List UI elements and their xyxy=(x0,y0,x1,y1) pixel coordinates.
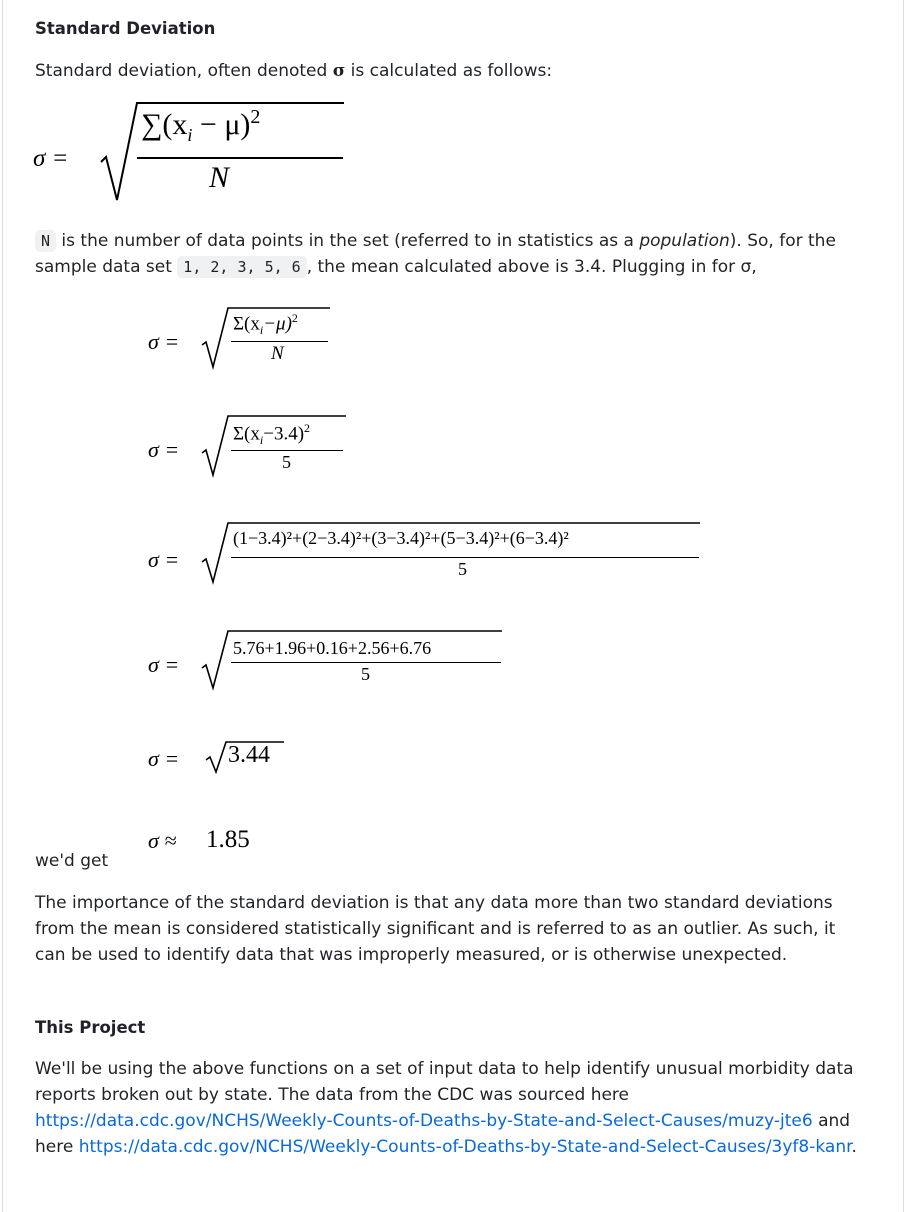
num-sum: ∑(x xyxy=(141,108,188,141)
step-5-lhs: σ = xyxy=(148,746,180,771)
step-3 xyxy=(148,520,708,590)
step-3-bar xyxy=(231,557,699,558)
wed-get-text: we'd get xyxy=(35,851,109,871)
step-2-bar xyxy=(231,450,343,451)
step-2-numerator xyxy=(233,421,310,448)
code-dataset: 1, 2, 3, 5, 6 xyxy=(177,256,306,278)
step-6-value: 1.85 xyxy=(206,826,250,853)
step-1-den: N xyxy=(271,343,284,364)
cdc-link-muzy-jte6[interactable]: https://data.cdc.gov/NCHS/Weekly-Counts-of-Deaths-by-State-and-Select-Causes/muzy-jte6 xyxy=(35,1111,813,1131)
step-3-lhs: σ = xyxy=(148,547,180,572)
step-3-numerator: (1−3.4)²+(2−3.4)²+(3−3.4)²+(5−3.4)²+(6−3.4)² xyxy=(233,528,569,548)
step-1 xyxy=(148,305,348,375)
population-term: population xyxy=(639,231,730,251)
step-2-sub: i xyxy=(259,433,264,448)
step-4-numerator: 5.76+1.96+0.16+2.56+6.76 xyxy=(233,638,432,658)
project-text-2: and here xyxy=(35,1111,851,1157)
num-sup: 2 xyxy=(250,106,261,128)
step-4-den: 5 xyxy=(361,664,370,684)
formula-main-bar xyxy=(137,157,343,159)
step-4-lhs: σ = xyxy=(148,652,180,677)
step-2-sup: 2 xyxy=(304,421,311,435)
formula-main-denominator: N xyxy=(209,161,230,194)
project-text-1: We'll be using the above functions on a set of input data to help identify unusual morbidity data reports broken out by state. The data from the CDC was sourced here xyxy=(35,1059,854,1105)
step-1-lhs: σ = xyxy=(148,329,180,354)
step-1-sub: i xyxy=(259,323,264,338)
formula-main xyxy=(33,100,333,210)
heading-standard-deviation: Standard Deviation xyxy=(35,19,216,38)
step-2-den: 5 xyxy=(282,452,291,472)
para1-text-1: is the number of data points in the set (referred to in statistics as a xyxy=(56,231,640,251)
paragraph-population xyxy=(35,228,875,280)
heading-this-project: This Project xyxy=(35,1018,146,1037)
step-6-lhs: σ ≈ xyxy=(148,828,177,853)
step-2 xyxy=(148,413,368,483)
sigma-symbol: σ xyxy=(332,61,346,81)
step-1-sup: 2 xyxy=(291,311,298,325)
intro-paragraph xyxy=(35,58,875,84)
importance-paragraph: The importance of the standard deviation is that any data more than two standard deviations from the mean is considered statistically significant and is referred to as an outlier. As such, it can be used to identify data that was improperly measured, or is otherwise unexpected. xyxy=(35,893,836,965)
intro-text-before: Standard deviation, often denoted xyxy=(35,61,333,81)
num-mid: − μ) xyxy=(192,108,251,141)
step-5-radicand: 3.44 xyxy=(228,742,270,768)
para1-text-2: ). So, for the sample data set xyxy=(35,231,836,277)
step-5 xyxy=(148,738,348,778)
cdc-link-3yf8-kanr[interactable]: https://data.cdc.gov/NCHS/Weekly-Counts-of-Deaths-by-State-and-Select-Causes/3yf8-kanr xyxy=(78,1137,852,1157)
step-2-num: Σ(x xyxy=(233,423,260,445)
step-4-bar xyxy=(231,662,501,663)
step-2-rest: −3.4) xyxy=(263,423,305,445)
step-1-numerator xyxy=(233,311,298,338)
step-1-num: Σ(x xyxy=(233,313,260,335)
step-1-bar xyxy=(231,341,328,342)
formula-main-lhs: σ = xyxy=(33,145,69,172)
step-4 xyxy=(148,628,508,698)
para1-text-3: , the mean calculated above is 3.4. Plugging in for σ, xyxy=(306,257,757,277)
step-1-rest: −μ) xyxy=(263,313,292,335)
formula-main-numerator xyxy=(141,106,260,146)
step-3-den: 5 xyxy=(458,559,467,579)
project-paragraph xyxy=(35,1056,865,1160)
num-sub: i xyxy=(187,125,193,145)
intro-text-after: is calculated as follows: xyxy=(345,61,553,81)
step-2-lhs: σ = xyxy=(148,437,180,462)
code-n: N xyxy=(35,230,56,252)
project-text-3: . xyxy=(851,1137,857,1157)
